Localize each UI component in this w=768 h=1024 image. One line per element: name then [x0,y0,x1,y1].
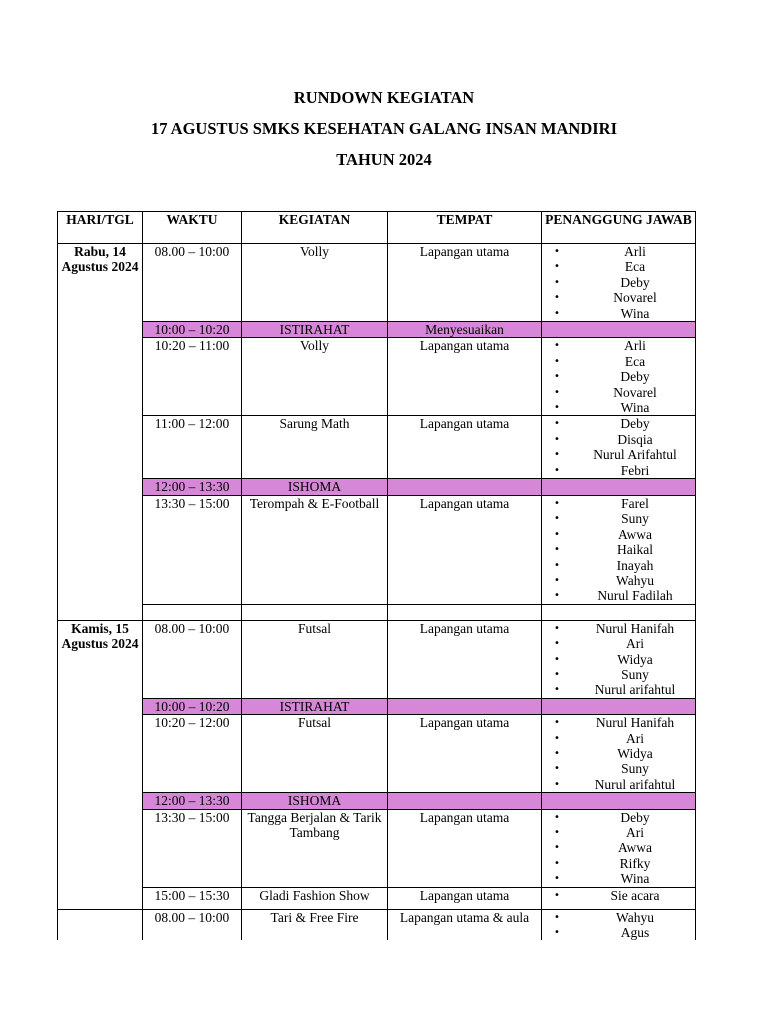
pj-item: • Rifky [544,856,693,871]
pj-item: • Suny [544,761,693,776]
pj-cell [542,793,696,809]
pj-item: • Suny [544,667,693,682]
pj-cell [542,887,696,909]
kegiatan-cell: ISHOMA [242,479,388,495]
pj-list [544,416,693,478]
table-row [58,244,696,322]
waktu-cell: 11:00 – 12:00 [143,416,242,479]
table-row [58,715,696,793]
pj-item: • Novarel [544,290,693,305]
waktu-cell: 08.00 – 10:00 [143,620,242,698]
document-year: TAHUN 2024 [336,150,432,169]
tempat-cell: Menyesuaikan [388,322,542,338]
table-row [58,809,696,887]
kegiatan-cell: Volly [242,338,388,416]
kegiatan-cell: Tangga Berjalan & Tarik Tambang [242,809,388,887]
waktu-cell: 10:20 – 12:00 [143,715,242,793]
pj-item: • Haikal [544,542,693,557]
pj-item: • Awwa [544,527,693,542]
waktu-cell: 12:00 – 13:30 [143,479,242,495]
pj-cell [542,338,696,416]
waktu-cell: 08.00 – 10:00 [143,244,242,322]
pj-item: • Farel [544,496,693,511]
kegiatan-cell: ISTIRAHAT [242,322,388,338]
pj-list [544,888,693,903]
pj-item: • Nurul arifahtul [544,682,693,697]
pj-item: • Wahyu [544,910,693,925]
column-header-penanggung-jawab: PENANGGUNG JAWAB [542,212,696,244]
pj-item: • Arli [544,338,693,353]
pj-item: • Sie acara [544,888,693,903]
pj-list [544,496,693,604]
day-cell-next [58,909,143,940]
pj-item: • Widya [544,746,693,761]
pj-list [544,244,693,321]
table-row [58,416,696,479]
tempat-cell: Lapangan utama & aula [388,909,542,940]
kegiatan-cell: ISTIRAHAT [242,698,388,714]
kegiatan-cell: Terompah & E-Football [242,495,388,604]
pj-item: • Deby [544,416,693,431]
tempat-cell: Lapangan utama [388,416,542,479]
tempat-cell: Lapangan utama [388,887,542,909]
pj-item: • Novarel [544,385,693,400]
table-row-break [58,793,696,809]
pj-item: • Eca [544,259,693,274]
waktu-cell: 13:30 – 15:00 [143,809,242,887]
pj-item: • Ari [544,636,693,651]
pj-item: • Eca [544,354,693,369]
pj-cell [542,620,696,698]
pj-item: • Widya [544,652,693,667]
tempat-cell: Lapangan utama [388,244,542,322]
kegiatan-cell: Volly [242,244,388,322]
tempat-cell [388,793,542,809]
pj-item: • Inayah [544,558,693,573]
pj-item: • Awwa [544,840,693,855]
pj-list [544,621,693,698]
kegiatan-cell: Futsal [242,620,388,698]
rundown-table [57,211,696,940]
tempat-cell: Lapangan utama [388,715,542,793]
pj-item: • Nurul Hanifah [544,621,693,636]
waktu-cell: 08.00 – 10:00 [143,909,242,940]
pj-list [544,910,693,941]
tempat-cell [388,479,542,495]
tempat-cell: Lapangan utama [388,809,542,887]
pj-item: • Arli [544,244,693,259]
table-row [58,338,696,416]
table-row-break [58,479,696,495]
table-row [58,887,696,909]
kegiatan-cell: Futsal [242,715,388,793]
tempat-cell [388,604,542,620]
pj-item: • Wina [544,306,693,321]
table-header-row [58,212,696,244]
waktu-cell: 10:00 – 10:20 [143,698,242,714]
pj-cell [542,909,696,940]
pj-item: • Wahyu [544,573,693,588]
pj-item: • Ari [544,825,693,840]
table-row [58,909,696,940]
column-header-tempat: TEMPAT [388,212,542,244]
day-cell-rabu: Rabu, 14 Agustus 2024 [58,244,143,621]
pj-item: • Agus [544,925,693,940]
pj-cell [542,715,696,793]
tempat-cell: Lapangan utama [388,338,542,416]
table-row [58,495,696,604]
kegiatan-cell: Tari & Free Fire [242,909,388,940]
waktu-cell: 10:00 – 10:20 [143,322,242,338]
pj-cell [542,244,696,322]
tempat-cell [388,698,542,714]
document-subtitle: 17 AGUSTUS SMKS KESEHATAN GALANG INSAN MANDIRI [150,119,618,138]
pj-item: • Ari [544,731,693,746]
pj-item: • Nurul Hanifah [544,715,693,730]
pj-item: • Febri [544,463,693,478]
table-row-break [58,322,696,338]
waktu-cell: 13:30 – 15:00 [143,495,242,604]
pj-list [544,810,693,887]
table-row [58,620,696,698]
column-header-hari: HARI/TGL [58,212,143,244]
pj-list [544,338,693,415]
pj-item: • Deby [544,275,693,290]
waktu-cell: 12:00 – 13:30 [143,793,242,809]
pj-item: • Nurul arifahtul [544,777,693,792]
pj-cell [542,698,696,714]
pj-item: • Nurul Fadilah [544,588,693,603]
day-cell-kamis: Kamis, 15 Agustus 2024 [58,620,143,909]
column-header-waktu: WAKTU [143,212,242,244]
waktu-cell [143,604,242,620]
pj-cell [542,809,696,887]
tempat-cell: Lapangan utama [388,495,542,604]
waktu-cell: 15:00 – 15:30 [143,887,242,909]
pj-item: • Wina [544,400,693,415]
pj-item: • Disqia [544,432,693,447]
kegiatan-cell: Gladi Fashion Show [242,887,388,909]
pj-item: • Suny [544,511,693,526]
document-title: RUNDOWN KEGIATAN [293,88,475,107]
pj-item: • Deby [544,810,693,825]
table-row-empty [58,604,696,620]
pj-item: • Deby [544,369,693,384]
pj-item: • Wina [544,871,693,886]
pj-cell [542,495,696,604]
pj-cell [542,322,696,338]
kegiatan-cell: Sarung Math [242,416,388,479]
pj-cell [542,604,696,620]
kegiatan-cell [242,604,388,620]
pj-cell [542,416,696,479]
pj-cell [542,479,696,495]
waktu-cell: 10:20 – 11:00 [143,338,242,416]
column-header-kegiatan: KEGIATAN [242,212,388,244]
table-row-break [58,698,696,714]
pj-item: • Nurul Arifahtul [544,447,693,462]
tempat-cell: Lapangan utama [388,620,542,698]
kegiatan-cell: ISHOMA [242,793,388,809]
pj-list [544,715,693,792]
